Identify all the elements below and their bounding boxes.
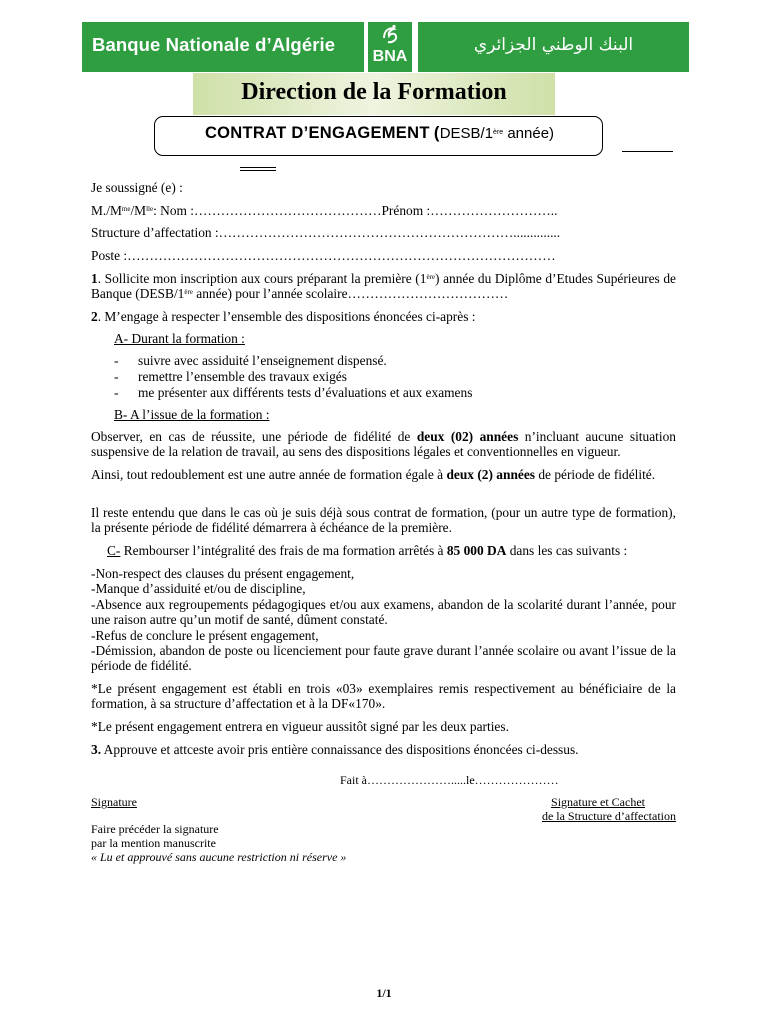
place-date: Fait à………………….....le………………… <box>340 773 559 787</box>
contract-title-main: CONTRAT D’ENGAGEMENT <box>204 124 430 142</box>
intro-line <box>91 180 676 195</box>
direction-title-band <box>193 73 555 115</box>
signature-right <box>480 795 676 823</box>
section-1-sup-b: ère <box>184 288 193 296</box>
fidelity-duration: deux (02) années <box>416 429 519 444</box>
subsection-b-paragraph-2 <box>91 467 676 482</box>
contract-subtitle-post: année) <box>503 125 555 142</box>
bna-logo <box>368 22 412 72</box>
fidelity-paragraph <box>91 429 676 459</box>
subsection-a-list <box>114 353 674 401</box>
fidelity-text-b: n’incluant aucune situation suspensive de la relation de travail, au sens des dispositions légales et conventionnelles en vigueur. <box>91 429 676 459</box>
list-item: - me présenter aux différents tests d’évaluations et aux examens <box>114 385 674 401</box>
list-item: - remettre l’ensemble des travaux exigés <box>114 369 674 385</box>
subsection-c-label: C- <box>107 543 121 558</box>
bank-name-french: Banque Nationale d’Algérie <box>92 34 336 55</box>
subsection-c-text-b: dans les cas suivants : <box>506 543 628 558</box>
section-1-part-c: année) pour l’année scolaire……………………………… <box>192 286 509 301</box>
double-divider-rule <box>240 167 276 171</box>
bank-header-banner <box>82 22 689 72</box>
repeat-text-b: de période de fidélité. <box>535 467 656 482</box>
signature-note-3: « Lu et approuvé sans aucune restriction ni réserve » <box>91 850 347 864</box>
reimbursement-cases <box>91 566 676 674</box>
section-1-part-a: . Sollicite mon inscription aux cours préparant la première (1 <box>97 271 427 286</box>
contract-title-paren: ( <box>433 124 440 142</box>
intro-text: Je soussigné (e) : <box>91 180 183 195</box>
direction-title: Direction de la Formation <box>241 79 507 105</box>
reimbursement-amount: 85 000 DA <box>446 543 507 558</box>
subsection-c-text-a: Rembourser l’intégralité des frais de ma formation arrêtés à <box>120 543 447 558</box>
section-3-body: Approuve et attceste avoir pris entière connaissance des dispositions énoncées ci-dessus. <box>101 742 579 757</box>
name-field-dots: : Nom :……………………………………Prénom :……………………….. <box>153 203 558 218</box>
poste-field: Poste :…………………………………………………………………………………… <box>91 248 556 263</box>
section-3 <box>91 742 676 757</box>
case-item: -Refus de conclure le présent engagement, <box>91 627 319 643</box>
page-number: 1/1 <box>376 986 392 1000</box>
subsection-a-label: A- Durant la formation : <box>114 331 245 346</box>
signature-note-2: par la mention manuscrite <box>91 836 216 850</box>
subsection-a-heading <box>114 331 674 346</box>
section-3-number: 3. <box>91 742 102 757</box>
section-2-number: 2 <box>91 309 98 324</box>
note-effective-text: *Le présent engagement entrera en vigueur aussitôt signé par les deux parties. <box>91 719 509 734</box>
note-copies-text: *Le présent engagement est établi en trois «03» exemplaires remis respectivement au bénéficiaire de la formation, à sa structure d’affectation et à la DF«170». <box>91 681 676 711</box>
section-3-text <box>91 742 676 757</box>
case-item: -Manque d’assiduité et/ou de discipline, <box>91 581 306 597</box>
bna-abbreviation: BNA <box>372 48 408 65</box>
section-1 <box>91 271 676 301</box>
name-field-sup1: me <box>121 205 131 213</box>
signature-label: Signature <box>91 795 137 809</box>
repeat-duration: deux (2) années <box>446 467 535 482</box>
contract-title-box <box>154 116 603 156</box>
divider-rule <box>622 151 673 152</box>
existing-contract-paragraph: Il reste entendu que dans le cas où je suis déjà sous contrat de formation, (pour un autre type de formation), la présente période de fidélité démarrera à échéance de la première. <box>91 505 676 535</box>
section-1-number: 1 <box>91 271 98 286</box>
name-field <box>91 203 676 218</box>
section-1-text <box>91 271 676 301</box>
place-date-line <box>340 773 640 788</box>
subsection-b-paragraph-1 <box>91 429 676 459</box>
signature-note-1: Faire précéder la signature <box>91 822 219 836</box>
section-2-body: . M’engage à respecter l’ensemble des dispositions énoncées ci-après : <box>97 309 476 324</box>
case-item: -Non-respect des clauses du présent engagement, <box>91 566 355 581</box>
subsection-b-heading <box>114 407 674 422</box>
list-item: - suivre avec assiduité l’enseignement dispensé. <box>114 353 674 369</box>
signature-instructions <box>91 822 676 864</box>
note-copies <box>91 681 676 711</box>
name-field-prefix: M./M <box>91 203 122 218</box>
contract-title <box>155 124 604 143</box>
repeat-text-a: Ainsi, tout redoublement est une autre année de formation égale à <box>91 467 447 482</box>
name-field-sup2: lle <box>146 205 154 213</box>
note-effective <box>91 719 676 734</box>
subsection-b-paragraph-3 <box>91 505 676 535</box>
structure-field-line <box>91 225 676 240</box>
stamp-label-2: de la Structure d’affectation <box>541 809 676 823</box>
case-item: -Absence aux regroupements pédagogiques et/ou aux examens, abandon de la scolarité durant l’année, pour une raison autre qu’un motif de santé, dûment constaté. <box>91 596 676 628</box>
case-item: -Démission, abandon de poste ou licenciement pour faute grave durant l’année scolaire ou avant l’issue de la période de fidélité. <box>91 643 676 674</box>
subsection-b-label: B- A l’issue de la formation : <box>114 407 270 422</box>
stamp-label-1-text: Signature et Cachet <box>551 795 645 809</box>
section-1-part-b: ) année du Diplôme d’Etudes Supérieures de Banque (DESB/1 <box>91 271 677 301</box>
subsection-c-heading <box>107 543 677 558</box>
bank-name-block <box>82 22 364 72</box>
structure-field: Structure d’affectation :………………………………………………………….............. <box>91 225 561 240</box>
bank-name-arabic: البنك الوطني الجزائري <box>473 35 634 55</box>
section-1-sup-a: ère <box>426 273 436 281</box>
poste-field-line <box>91 248 676 263</box>
contract-subtitle-sup: ère <box>493 129 504 136</box>
name-field-mid: /M <box>130 203 147 218</box>
name-field-line <box>91 203 676 218</box>
stamp-label-1 <box>480 795 676 809</box>
bna-emblem-icon <box>380 24 400 46</box>
bank-name-arabic-block <box>418 22 689 72</box>
fidelity-text-a: Observer, en cas de réussite, une période de fidélité de <box>91 429 417 444</box>
subsection-c-text <box>107 543 677 558</box>
section-2-text <box>91 309 676 324</box>
repeat-paragraph <box>91 467 676 482</box>
section-2 <box>91 309 676 324</box>
contract-subtitle-pre: DESB/1 <box>439 125 494 142</box>
